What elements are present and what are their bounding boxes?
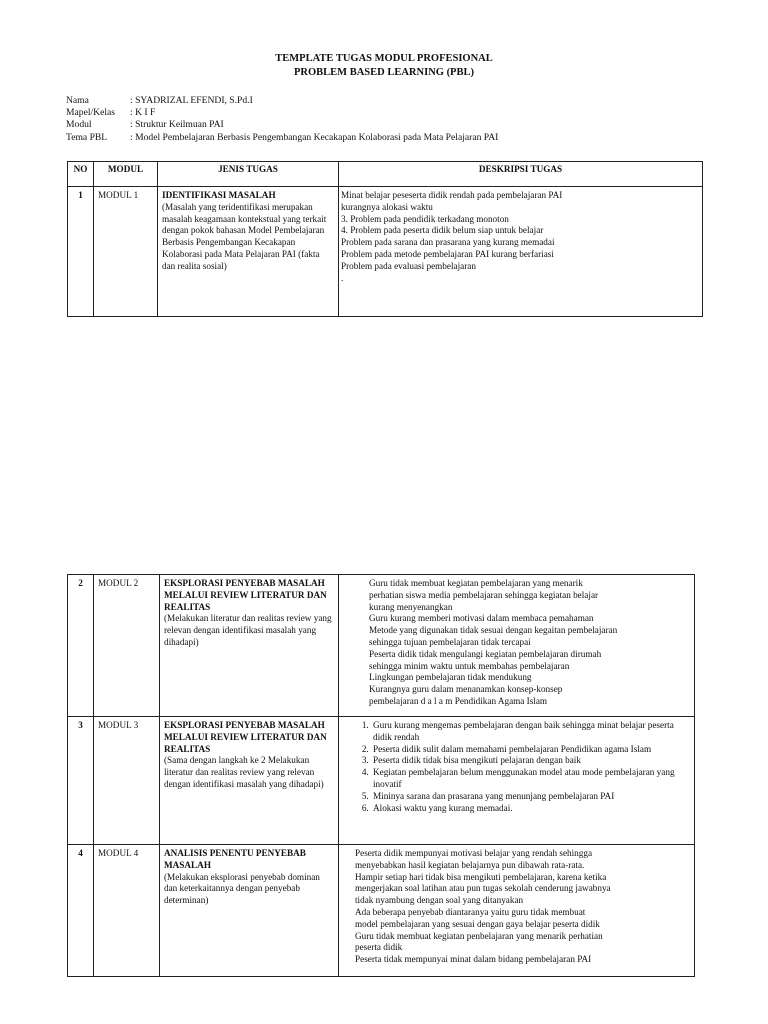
row-description xyxy=(339,187,703,317)
description-line: perhatian siswa media pembelajaran sehingga kegiatan belajar xyxy=(369,589,599,600)
row-number: 4 xyxy=(68,845,94,977)
identity-block xyxy=(66,95,498,144)
meta-row-mapel-kelas xyxy=(66,107,498,119)
list-item: 2. Peserta didik sulit dalam memahami pembelajaran Pendidikan agama Islam xyxy=(371,744,690,756)
description-line: Peserta didik tidak mengulangi kegiatan pembelajaran dirumah xyxy=(369,648,602,659)
meta-row-tema-pbl xyxy=(66,132,498,144)
numbered-list xyxy=(343,720,690,814)
description-line: kurang menyenangkan xyxy=(369,601,453,612)
row-task xyxy=(158,187,339,317)
task-title: EKSPLORASI PENYEBAB MASALAH MELALUI REVIEW LITERATUR DAN REALITAS xyxy=(164,578,327,612)
task-table-part1 xyxy=(67,161,703,317)
task-title: EKSPLORASI PENYEBAB MASALAH MELALUI REVIEW LITERATUR DAN REALITAS xyxy=(164,720,327,754)
description-line: Problem pada sarana dan prasarana yang kurang memadai xyxy=(341,237,555,248)
description-line: Problem pada evaluasi pembelajaran xyxy=(341,260,476,271)
description-line: Peserta didik mempunyai motivasi belajar yang rendah sehingga xyxy=(355,848,593,858)
task-description: (Melakukan eksplorasi penyebab dominan dan keterkaitannya dengan penyebab determinan) xyxy=(164,871,320,906)
row-number: 2 xyxy=(68,575,94,717)
description-line: peserta didik xyxy=(355,942,403,953)
header-jenis-tugas: JENIS TUGAS xyxy=(158,162,339,187)
description-line: menyebabkan hasil kegiatan belajarnya pun dibawah rata-rata. xyxy=(355,859,585,870)
header-deskripsi-tugas: DESKRIPSI TUGAS xyxy=(339,162,703,187)
description-line: Ada beberapa penyebab diantaranya yaitu guru tidak membuat xyxy=(355,906,586,917)
row-number: 1 xyxy=(68,187,94,317)
meta-row-nama xyxy=(66,95,498,107)
header-no: NO xyxy=(68,162,94,187)
meta-row-modul xyxy=(66,119,498,131)
task-title: ANALISIS PENENTU PENYEBAB MASALAH xyxy=(164,848,306,870)
header-modul: MODUL xyxy=(94,162,158,187)
row-modul: MODUL 3 xyxy=(94,717,160,845)
meta-label: Tema PBL xyxy=(66,131,108,143)
row-modul: MODUL 1 xyxy=(94,187,158,317)
task-table-part2 xyxy=(67,574,695,977)
meta-label: Nama xyxy=(66,95,89,106)
description-line: 4. Problem pada peserta didik belum siap untuk belajar xyxy=(341,225,544,236)
document-title-line2: PROBLEM BASED LEARNING (PBL) xyxy=(294,67,474,78)
table-row xyxy=(68,575,695,717)
row-number: 3 xyxy=(68,717,94,845)
table-row xyxy=(68,187,703,317)
description-line: . xyxy=(341,272,344,283)
task-description: (Masalah yang teridentifikasi merupakan masalah keagamaan kontekstual yang terkait dengan pokok bahasan Model Pembelajaran Berbasis Pengembangan Kecakapan Kolaborasi pada Mata Pelajaran PAI (fakta dan realita sosial) xyxy=(162,201,327,271)
description-line: pembelajaran d a l a m Pendidikan Agama Islam xyxy=(369,695,548,706)
description-line: Lingkungan pembelajaran tidak mendukung xyxy=(369,672,532,683)
list-item: 3. Peserta didik tidak bisa mengikuti pelajaran dengan baik xyxy=(371,755,690,767)
row-task xyxy=(160,575,339,717)
table-row xyxy=(68,845,695,977)
row-description xyxy=(339,717,695,845)
meta-value: : Struktur Keilmuan PAI xyxy=(130,119,224,131)
meta-value: : Model Pembelajaran Berbasis Pengembangan Kecakapan Kolaborasi pada Mata Pelajaran PAI xyxy=(130,131,499,143)
row-task xyxy=(160,845,339,977)
description-line: Hampir setiap hari tidak bisa mengikuti pembelajaran, karena ketika xyxy=(355,871,607,882)
description-line: Minat belajar peseserta didik rendah pada pembelajaran PAI xyxy=(341,190,563,200)
description-line: Guru tidak membuat kegiatan penbelajaran yang menarik perhatian xyxy=(355,930,603,941)
description-line: Problem pada metode pembelajaran PAI kurang berfariasi xyxy=(341,248,554,259)
row-task xyxy=(160,717,339,845)
description-line: Guru tidak membuat kegiatan pembelajaran yang menarik xyxy=(369,578,583,588)
description-line: model pembelajaran yang sesuai dengan gaya belajar peserta didik xyxy=(355,918,600,929)
table-header-row xyxy=(68,162,703,187)
list-item: 5. Mininya sarana dan prasarana yang menunjang pembelajaran PAI xyxy=(371,791,690,803)
row-modul: MODUL 4 xyxy=(94,845,160,977)
list-item: 6. Alokasi waktu yang kurang memadai. xyxy=(371,803,690,815)
table-row xyxy=(68,717,695,845)
meta-value: : K I F xyxy=(130,107,156,119)
row-description xyxy=(339,575,695,717)
description-line: Peserta tidak mempunyai minat dalam bidang pembelajaran PAI xyxy=(355,954,592,965)
description-line: kurangnya alokasi waktu xyxy=(341,201,433,212)
description-line: Guru kurang memberi motivasi dalam membaca pemahaman xyxy=(369,613,594,624)
description-line: tidak nyambung dengan soal yang ditanyakan xyxy=(355,895,524,906)
meta-value: : SYADRIZAL EFENDI, S.Pd.I xyxy=(130,95,253,106)
task-title: IDENTIFIKASI MASALAH xyxy=(162,190,276,200)
description-line: sehingga tujuan pembelajaran tidak tercapai xyxy=(369,636,531,647)
description-line: sehingga minim waktu untuk membahas pembelajaran xyxy=(369,660,570,671)
list-item: 4. Kegiatan pembelajaran belum menggunakan model atau mode pembelajaran yang inovatif xyxy=(371,767,690,791)
row-description xyxy=(339,845,695,977)
description-line: 3. Problem pada pendidik terkadang monoton xyxy=(341,213,509,224)
meta-label: Modul xyxy=(66,119,92,131)
row-modul: MODUL 2 xyxy=(94,575,160,717)
description-line: mengerjakan soal latihan atau pun tugas sekolah cenderung jawabnya xyxy=(355,883,611,894)
document-title-line1: TEMPLATE TUGAS MODUL PROFESIONAL xyxy=(275,53,493,64)
description-line: Metode yang digunakan tidak sesuai dengan kegaitan pembelajaran xyxy=(369,625,618,636)
list-item: 1. Guru kurang mengemas pembelajaran dengan baik sehingga minat belajar peserta didik rendah xyxy=(371,720,690,744)
task-description: (Sama dengan langkah ke 2 Melakukan literatur dan realitas review yang relevan dengan identifikasi masalah yang dihadapi) xyxy=(164,755,324,789)
task-description: (Melakukan literatur dan realitas review yang relevan dengan identifikasi masalah yang dihadapi) xyxy=(164,613,332,647)
description-line: Kurangnya guru dalam menanamkan konsep-konsep xyxy=(369,684,563,695)
meta-label: Mapel/Kelas xyxy=(66,107,116,119)
